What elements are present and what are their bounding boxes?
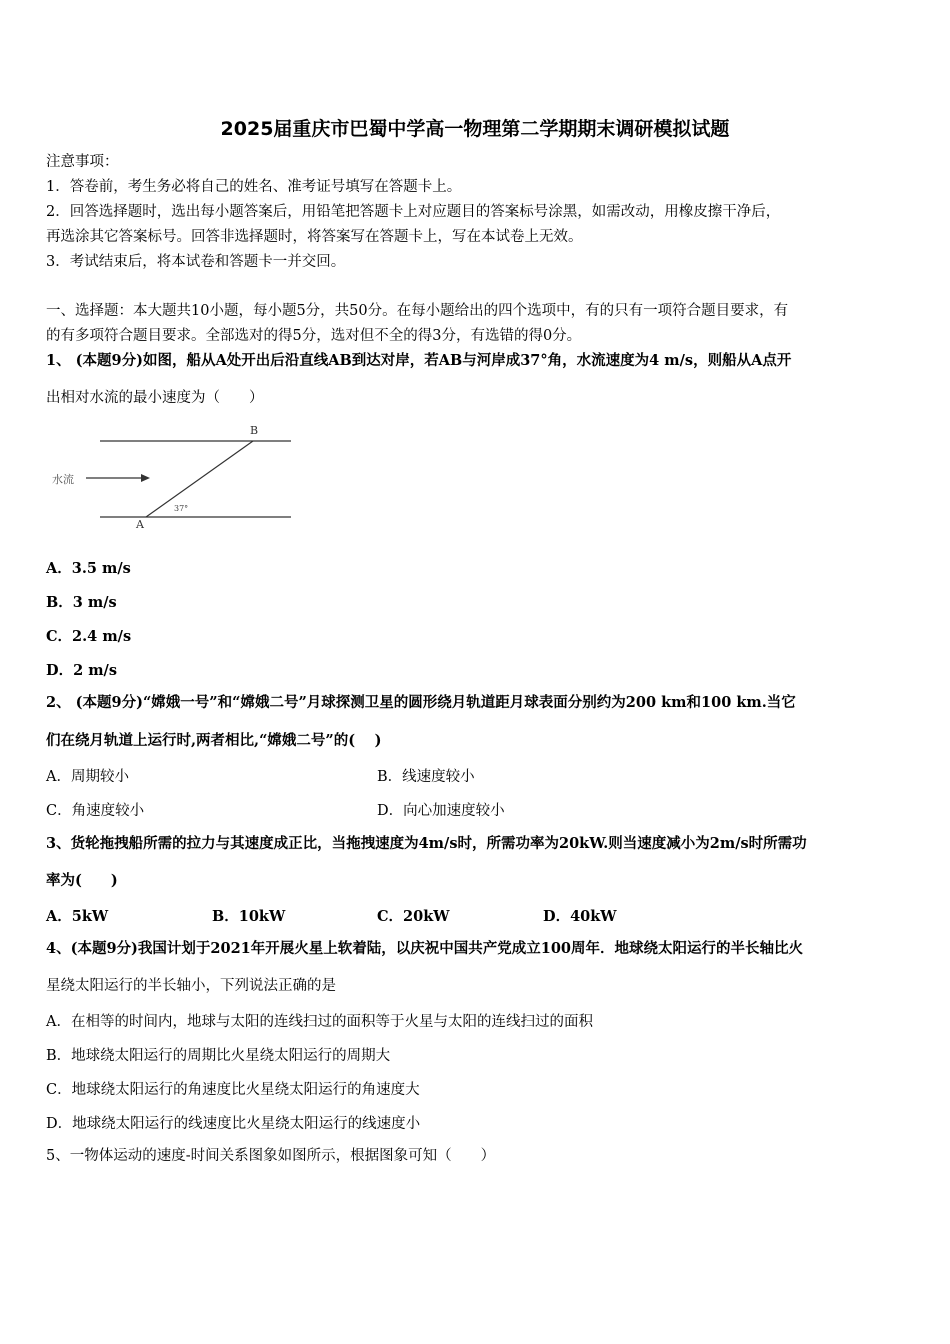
notice-item: 2．回答选择题时，选出每小题答案后，用铅笔把答题卡上对应题目的答案标号涂黑，如需改动，用橡皮擦干净后， [46,204,781,220]
q2-option-b[interactable]: B．线速度较小 [377,769,475,785]
q2-option-c[interactable]: C．角速度较小 [46,803,145,819]
section-instructions: 一、选择题：本大题共10小题，每小题5分，共50分。在每小题给出的四个选项中，有的只有一项符合题目要求，有 [46,303,789,319]
question-2-text: 2、 (本题9分)“嫦娥一号”和“嫦娥二号”月球探测卫星的圆形绕月轨道距月球表面分别约为200 km和100 km.当它 [46,694,796,711]
notice-item: 1．答卷前，考生务必将自己的姓名、准考证号填写在答题卡上。 [46,179,462,195]
q1-option-c[interactable]: C．2.4 m/s [46,628,132,645]
q3-option-b[interactable]: B．10kW [212,908,286,925]
question-1-text: 出相对水流的最小速度为（ ） [46,390,264,406]
river-crossing-diagram [46,418,306,534]
angle-label: 37° [174,504,189,513]
point-a-label: A [136,518,144,531]
question-4-text: 4、(本题9分)我国计划于2021年开展火星上软着陆，以庆祝中国共产党成立100周年．地球绕太阳运行的半长轴比火 [46,940,804,957]
section-instructions: 的有多项符合题目要求。全部选对的得5分，选对但不全的得3分，有选错的得0分。 [46,328,582,344]
q3-option-a[interactable]: A．5kW [46,908,109,925]
q2-option-a[interactable]: A．周期较小 [46,769,129,785]
q2-option-d[interactable]: D．向心加速度较小 [377,803,505,819]
notice-item: 再选涂其它答案标号。回答非选择题时，将答案写在答题卡上，写在本试卷上无效。 [46,229,583,245]
q4-option-d[interactable]: D．地球绕太阳运行的线速度比火星绕太阳运行的线速度小 [46,1116,421,1132]
point-b-label: B [250,424,259,437]
q1-option-a[interactable]: A．3.5 m/s [46,560,131,577]
question-1-text: 1、 (本题9分)如图，船从A处开出后沿直线AB到达对岸，若AB与河岸成37°角，水流速度为4 m/s，则船从A点开 [46,352,792,369]
q3-option-d[interactable]: D．40kW [543,908,617,925]
q4-option-a[interactable]: A．在相等的时间内，地球与太阳的连线扫过的面积等于火星与太阳的连线扫过的面积 [46,1014,593,1030]
q4-option-c[interactable]: C．地球绕太阳运行的角速度比火星绕太阳运行的角速度大 [46,1082,420,1098]
notice-heading: 注意事项： [46,154,119,170]
question-3-text: 3、货轮拖拽船所需的拉力与其速度成正比，当拖拽速度为4m/s时，所需功率为20kW.则当速度减小为2m/s时所需功 [46,835,807,852]
question-4-text: 星绕太阳运行的半长轴小，下列说法正确的是 [46,978,336,994]
question-2-text: 们在绕月轨道上运行时,两者相比,“嫦娥二号”的( ) [46,732,382,749]
question-3-text: 率为( ) [46,872,118,889]
q1-option-b[interactable]: B．3 m/s [46,594,117,611]
page-title: 2025届重庆市巴蜀中学高一物理第二学期期末调研模拟试题 [220,118,730,140]
notice-item: 3．考试结束后，将本试卷和答题卡一并交回。 [46,254,346,270]
question-5-text: 5、一物体运动的速度-时间关系图象如图所示，根据图象可知（ ） [46,1148,496,1164]
q4-option-b[interactable]: B．地球绕太阳运行的周期比火星绕太阳运行的周期大 [46,1048,391,1064]
q1-option-d[interactable]: D．2 m/s [46,662,118,679]
water-flow-label: 水流 [52,473,74,486]
q3-option-c[interactable]: C．20kW [377,908,450,925]
